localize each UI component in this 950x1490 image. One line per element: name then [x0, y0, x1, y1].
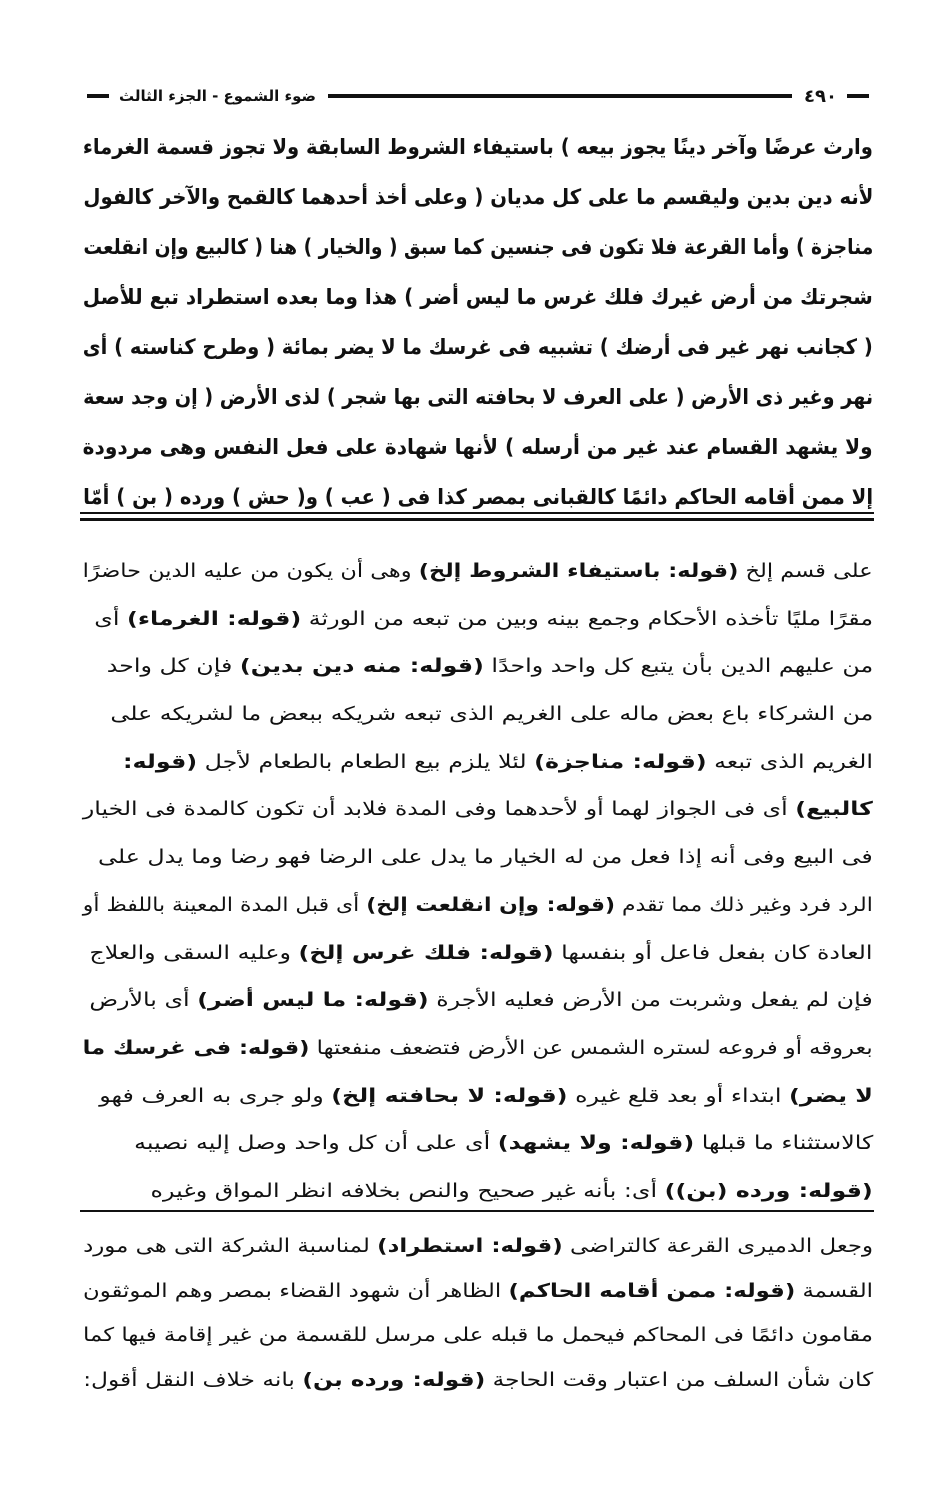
main-text-line [83, 122, 873, 172]
commentary-line [83, 1168, 873, 1216]
main-text-line-content: مناجزة ) وأما القرعة فلا تكون فى جنسين كما سبق ( والخيار ) هنا ( كالبيع وإن انقلعت [83, 235, 873, 259]
quoted-lemma: (قوله: [123, 750, 198, 773]
quoted-lemma: (قوله: ما ليس أضر) [197, 989, 429, 1012]
commentary-line-content [83, 882, 873, 930]
quoted-lemma: (قوله: ولا يشهد) [497, 1132, 694, 1155]
quoted-lemma: لا يضر) [789, 1084, 873, 1107]
quoted-lemma: (قوله: فى غرسك ما [83, 1036, 310, 1059]
main-text-line-content: ولا يشهد القسام عند غير من أرسله ) لأنها شهادة على فعل النفس وهى مردودة [83, 435, 873, 459]
quoted-lemma: (قوله: استطراد) [377, 1235, 563, 1257]
footnote-line-content [83, 1313, 873, 1358]
commentary-line-content [98, 834, 873, 882]
gloss-text: أى على أن كل واحد وصل إليه نصيبه [133, 1132, 498, 1155]
footnote-line [83, 1224, 873, 1269]
gloss-text: فإن لم يفعل وشربت من الأرض فعليه الأجرة [428, 989, 873, 1012]
commentary-line-content [83, 1025, 873, 1073]
commentary-line-content [123, 739, 873, 787]
footnote-line [83, 1269, 873, 1314]
commentary-line-content [83, 786, 873, 834]
commentary-line [83, 786, 873, 834]
gloss-text: مقرًا مليًا تأخذه الأحكام وجمع بينه وبين من تبعه من الورثة [301, 607, 873, 630]
main-text-line [83, 272, 873, 322]
commentary-line [83, 596, 873, 644]
header-dash [87, 94, 109, 98]
quoted-lemma: (قوله: ورده بن) [302, 1368, 486, 1391]
gloss-text: بانه خلاف النقل أقول: [83, 1368, 303, 1391]
gloss-text: الغريم الذى تبعه [706, 750, 873, 773]
main-text-line [83, 472, 873, 522]
gloss-text: أى: بأنه غير صحيح والنص بخلافه انظر المواق وغيره [150, 1179, 665, 1202]
main-text-line [83, 422, 873, 472]
main-text-line-content: وارث عرضًا وآخر دينًا يجوز بيعه ) باستيفاء الشروط السابقة ولا تجوز قسمة الغرماء [83, 135, 873, 159]
page-number: ٤٩٠ [804, 85, 837, 107]
commentary-line [83, 1120, 873, 1168]
gloss-text: وعليه السقى والعلاج [89, 941, 300, 964]
gloss-text: فى البيع وفى أنه إذا فعل من له الخيار ما يدل على الرضا فهو رضا وما يدل على [98, 846, 873, 869]
commentary-line-content [90, 930, 873, 978]
commentary-line [83, 930, 873, 978]
gloss-text: وهى أن يكون من عليه الدين حاضرًا [83, 560, 420, 582]
main-text-line [83, 372, 873, 422]
quoted-lemma: (قوله: باستيفاء الشروط إلخ) [419, 560, 739, 582]
divider-rule-top [80, 512, 874, 514]
gloss-text: لئلا يلزم بيع الطعام بالطعام لأجل [197, 750, 535, 773]
main-text [83, 122, 873, 522]
quoted-lemma: (قوله: منه دين بدين) [239, 655, 484, 678]
gloss-text: الرد فرد وغير ذلك مما تقدم [615, 893, 873, 916]
running-header [83, 82, 873, 110]
main-text-line-content: إلا ممن أقامه الحاكم دائمًا كالقبانى بمصر كذا فى ( عب ) و( حش ) ورده ( بن ) أمّا [83, 485, 873, 509]
header-rule [328, 94, 792, 98]
gloss-text: ابتداء أو بعد قلع غيره [567, 1084, 790, 1107]
gloss-text: أى [94, 607, 127, 630]
main-text-line-content: لأنه دين بدين وليقسم ما على كل مديان ( وعلى أخذ أحدهما كالقمح والآخر كالفول [83, 185, 873, 209]
commentary-line-content [94, 596, 873, 644]
main-text-line [83, 172, 873, 222]
gloss-text: أى بالأرض [89, 989, 198, 1012]
footnote-line-content [83, 1358, 873, 1403]
commentary-line [83, 691, 873, 739]
main-text-line [83, 322, 873, 372]
quoted-lemma: (قوله: وإن انقلعت إلخ) [366, 893, 616, 916]
footnote-text [83, 1224, 873, 1402]
quoted-lemma: (قوله: فلك غرس إلخ) [299, 941, 555, 964]
gloss-text: الظاهر أن شهود القضاء بمصر وهم الموثقون [83, 1279, 509, 1302]
quoted-lemma: (قوله: ورده (بن)) [664, 1179, 873, 1202]
gloss-text: كالاستثناء ما قبلها [693, 1132, 873, 1155]
commentary-line-content [83, 548, 873, 596]
gloss-text: بعروقه أو فروعه لستره الشمس عن الأرض فتضعف منفعتها [309, 1036, 873, 1059]
commentary-line [83, 1025, 873, 1073]
commentary-line [83, 834, 873, 882]
commentary-line-content [99, 1073, 873, 1121]
quoted-lemma: (قوله: مناجزة) [534, 750, 707, 773]
gloss-text: أى فى الجواز لهما أو لأحدهما وفى المدة فلابد أن تكون كالمدة فى الخيار [83, 798, 796, 821]
footnote-line [83, 1313, 873, 1358]
commentary-line-content [110, 691, 873, 739]
gloss-text: على قسم إلخ [738, 560, 873, 582]
quoted-lemma: (قوله: الغرماء) [126, 607, 302, 630]
gloss-text: كان شأن السلف من اعتبار وقت الحاجة [485, 1368, 873, 1391]
divider-rule-bottom [80, 518, 874, 521]
main-text-line-content: ( كجانب نهر غير فى أرضك ) تشبيه فى غرسك ما لا يضر بمائة ( وطرح كناسته ) أى [83, 335, 873, 359]
commentary-line-content [90, 977, 873, 1025]
gloss-text: من عليهم الدين بأن يتبع كل واحد واحدًا [483, 655, 873, 678]
main-text-line-content: شجرتك من أرض غيرك فلك غرس ما ليس أضر ) هذا وما بعده استطراد تبع للأصل [83, 285, 873, 309]
gloss-text: أى قبل المدة المعينة باللفظ أو [83, 893, 367, 916]
commentary-line [83, 882, 873, 930]
footnote-line-content [83, 1224, 873, 1269]
gloss-text: مقامون دائمًا فى المحاكم فيحمل ما قبله على مرسل للقسمة من غير إقامة فيها كما [83, 1324, 873, 1346]
commentary-line [83, 1073, 873, 1121]
header-dash [847, 94, 869, 98]
footnote-line [83, 1358, 873, 1403]
commentary-line [83, 977, 873, 1025]
gloss-text: من الشركاء باع بعض ماله على الغريم الذى تبعه شريكه ببعض ما لشريكه على [110, 703, 873, 726]
gloss-text: لمناسبة الشركة التى هى مورد [83, 1235, 378, 1257]
book-title: ضوء الشموع - الجزء الثالث [119, 87, 317, 105]
commentary-line [83, 548, 873, 596]
quoted-lemma: (قوله: لا بحافته إلخ) [331, 1084, 568, 1107]
gloss-text: العادة كان بفعل فاعل أو بنفسها [554, 941, 873, 964]
gloss-text: فإن كل واحد [106, 655, 240, 678]
footnote-rule [80, 1210, 874, 1212]
quoted-lemma: كالبيع) [795, 798, 873, 821]
main-text-line [83, 222, 873, 272]
gloss-text: وجعل الدميرى القرعة كالتراضى [562, 1235, 873, 1257]
footnote-line-content [83, 1269, 873, 1314]
commentary-text [83, 548, 873, 1216]
commentary-line-content [151, 1168, 873, 1216]
commentary-line [83, 739, 873, 787]
main-text-line-content: نهر وغير ذى الأرض ( على العرف لا بحافته التى بها شجر ) لذى الأرض ( إن وجد سعة [83, 385, 873, 409]
commentary-line [83, 643, 873, 691]
gloss-text: القسمة [795, 1279, 873, 1302]
gloss-text: ولو جرى به العرف فهو [99, 1084, 332, 1107]
commentary-line-content [106, 643, 873, 691]
commentary-line-content [134, 1120, 873, 1168]
quoted-lemma: (قوله: ممن أقامه الحاكم) [508, 1279, 796, 1302]
